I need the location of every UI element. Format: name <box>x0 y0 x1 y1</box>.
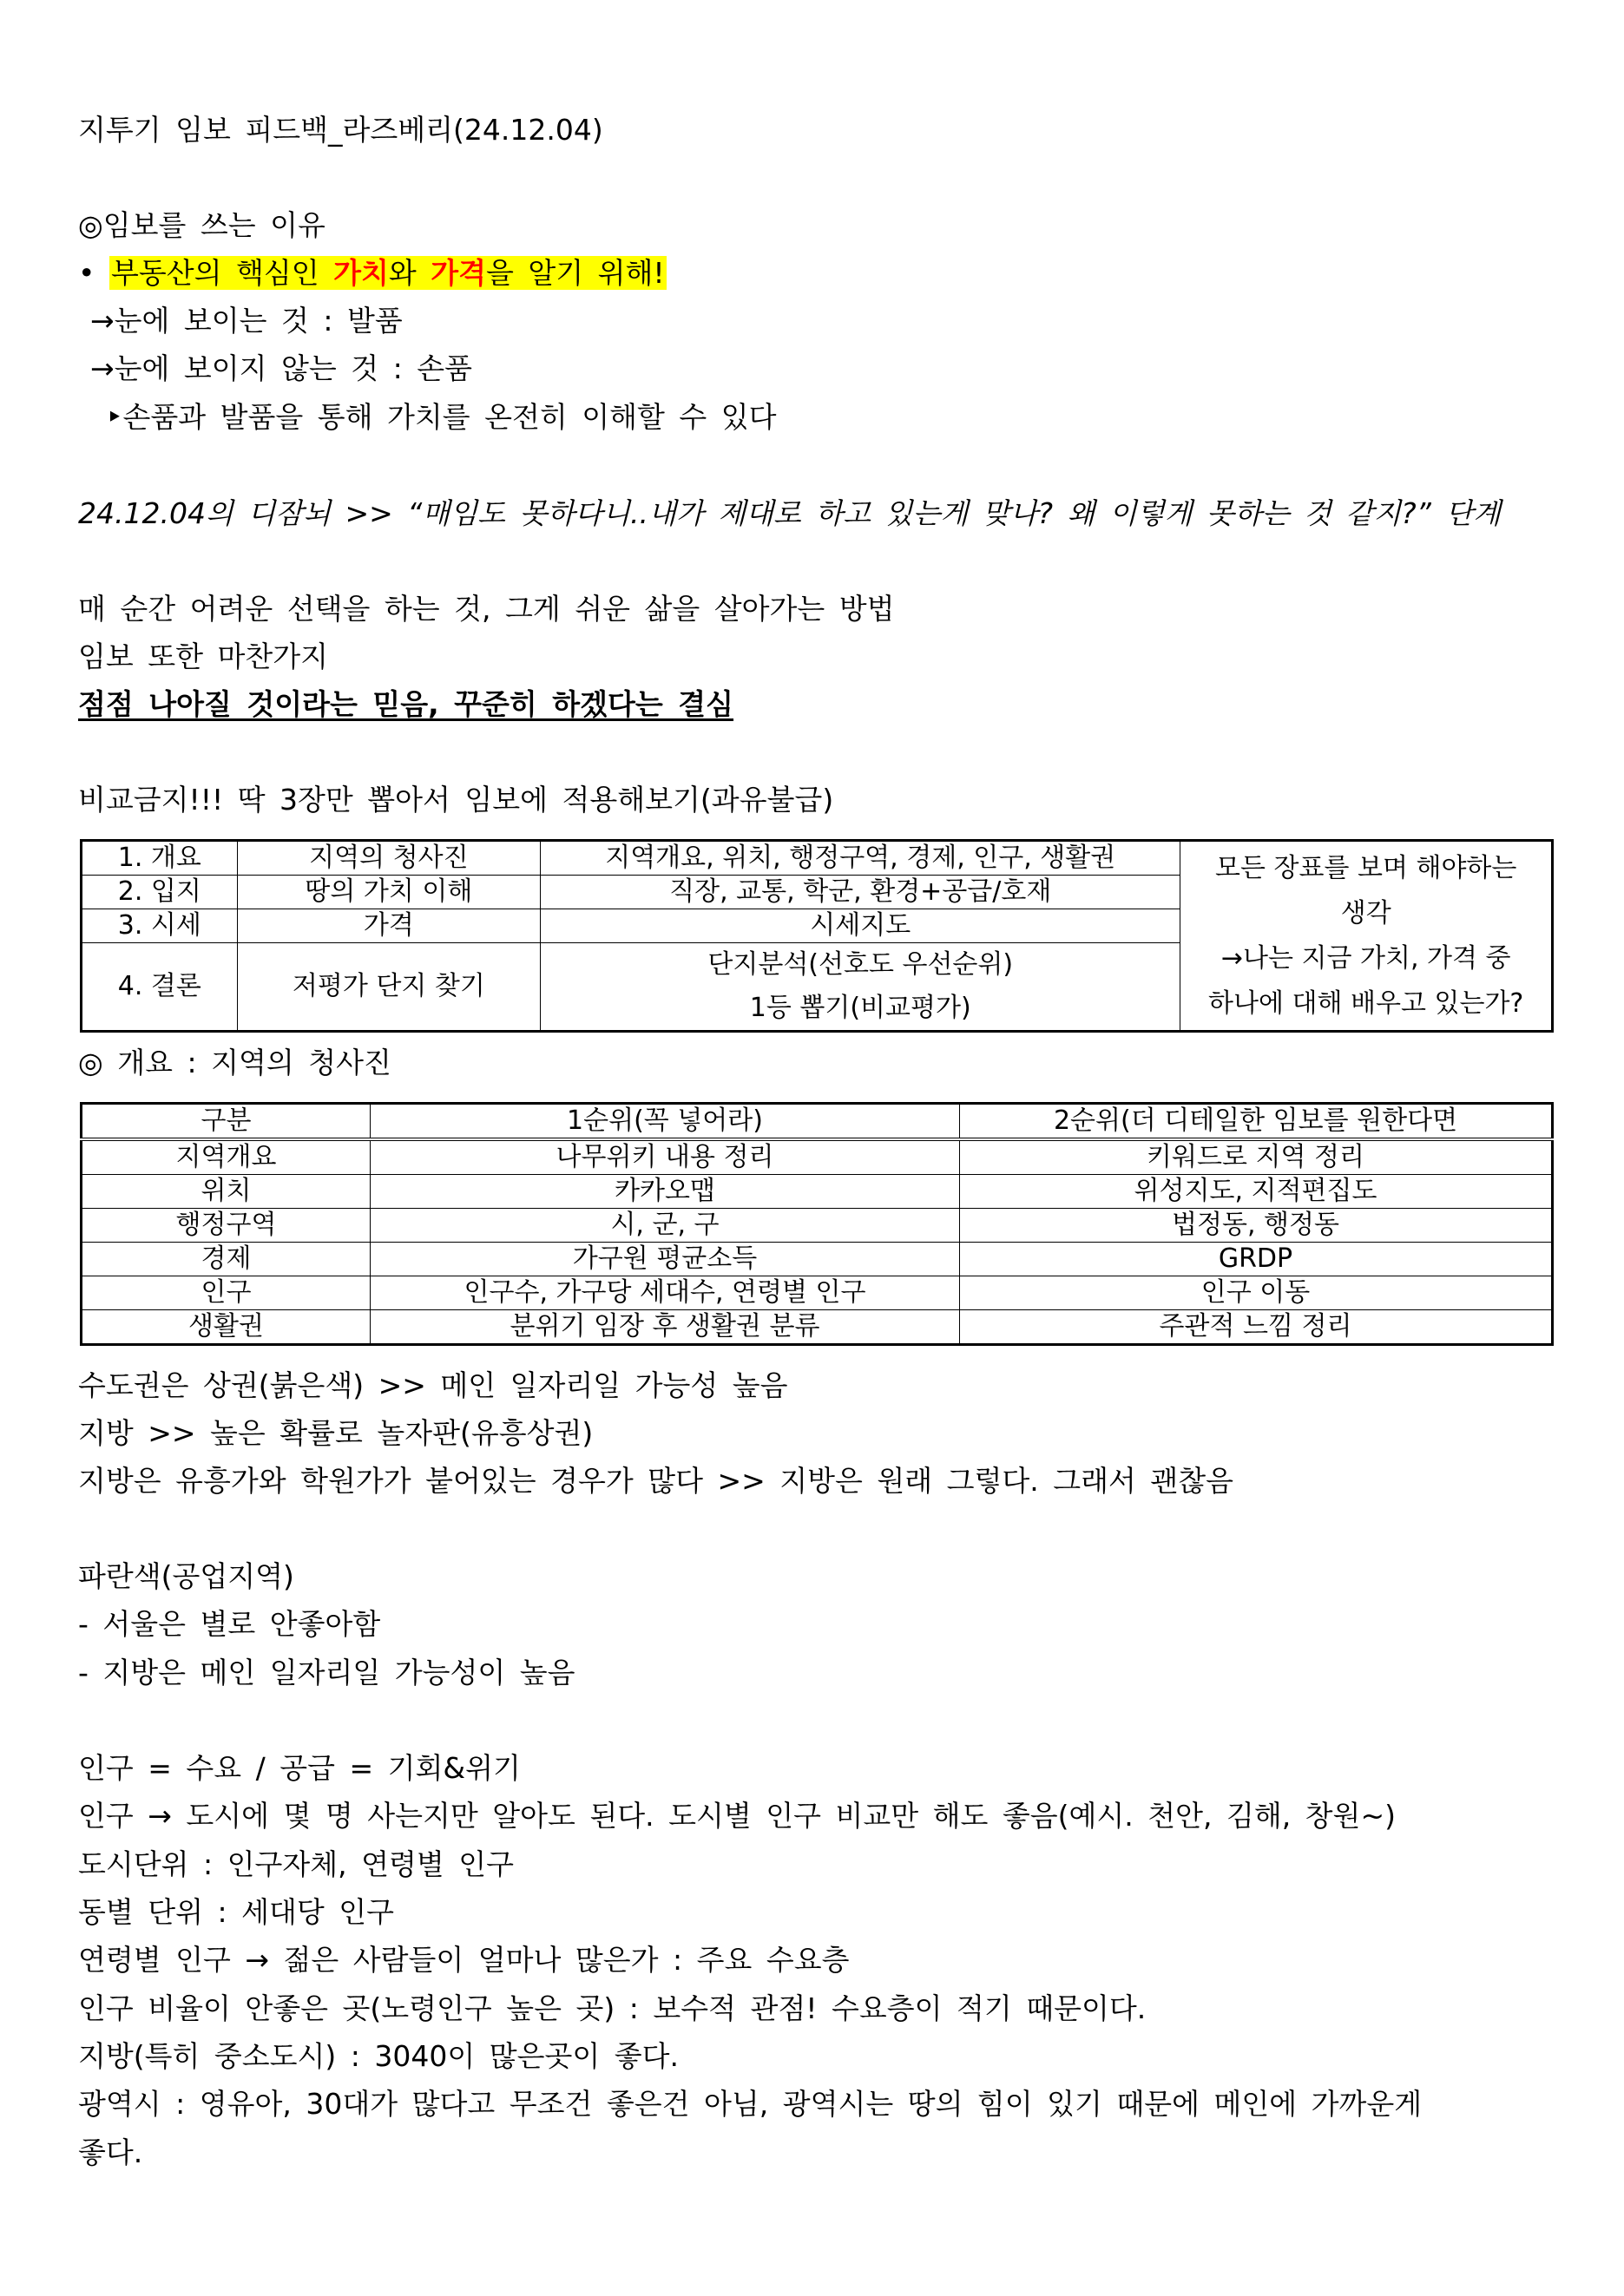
table-cell: 지역개요, 위치, 행정구역, 경제, 인구, 생활권 <box>541 841 1180 876</box>
paragraph-line-3-emphasis <box>78 686 733 724</box>
table-cell: 카카오맵 <box>371 1175 960 1209</box>
table-cell: 지역의 청사진 <box>237 841 540 876</box>
table-header-row <box>82 1104 1553 1140</box>
note-line: 수도권은 상권(붉은색) >> 메인 일자리일 가능성 높음 <box>78 1368 788 1402</box>
table-header-cell: 구분 <box>82 1104 371 1140</box>
table-cell: 1. 개요 <box>82 841 238 876</box>
table-cell: 지역개요 <box>82 1139 371 1175</box>
red-word-price: 가격 <box>431 256 487 290</box>
table-cell: 행정구역 <box>82 1209 371 1243</box>
quote-line: 24.12.04의 디잠뇌 >> “매임도 못하다니..내가 제대로 하고 있는게 맞나? 왜 이렇게 못하는 것 같지?” 단계 <box>78 496 1502 530</box>
compare-line: 비교금지!!! 딱 3장만 뽑아서 임보에 적용해보기(과유불급) <box>78 783 834 817</box>
table-cell <box>541 943 1180 1032</box>
table-cell: 4. 결론 <box>82 943 238 1032</box>
document-title: 지투기 임보 피드백_라즈베리(24.12.04) <box>78 113 603 147</box>
table-cell: 법정동, 행정동 <box>960 1209 1553 1243</box>
table-cell: 인구 <box>82 1276 371 1310</box>
table-cell: 3. 시세 <box>82 909 238 943</box>
note-line: 지방(특히 중소도시) : 3040이 많은곳이 좋다. <box>78 2039 679 2073</box>
bullet-highlight-line <box>78 254 667 292</box>
note-line: 도시단위 : 인구자체, 연령별 인구 <box>78 1847 514 1881</box>
table-header-cell: 2순위(더 디테일한 임보를 원한다면 <box>960 1104 1553 1140</box>
note-line: 인구 = 수요 / 공급 = 기회&위기 <box>78 1751 521 1785</box>
report-structure-table <box>80 839 1554 1033</box>
table-cell: 땅의 가치 이해 <box>237 876 540 909</box>
note-line: 좋다. <box>78 2135 143 2169</box>
note-line: 연령별 인구 → 젊은 사람들이 얼마나 많은가 : 주요 수요층 <box>78 1943 850 1977</box>
paragraph-line-2: 임보 또한 마찬가지 <box>78 640 329 673</box>
red-word-value: 가치 <box>333 256 389 290</box>
table-cell: 생활권 <box>82 1310 371 1345</box>
table-cell: 시, 군, 구 <box>371 1209 960 1243</box>
side-note-line: 하나에 대해 배우고 있는가? <box>1208 987 1524 1019</box>
overview-table <box>80 1102 1554 1346</box>
note-line: - 지방은 메인 일자리일 가능성이 높음 <box>78 1656 575 1689</box>
table-row <box>82 1243 1553 1276</box>
side-note-line: →나는 지금 가치, 가격 중 <box>1220 942 1511 974</box>
note-line: 지방은 유흥가와 학원가가 붙어있는 경우가 많다 >> 지방은 원래 그렇다. 그래서 괜찮음 <box>78 1464 1234 1498</box>
table-cell: 나무위키 내용 정리 <box>371 1139 960 1175</box>
note-line: - 서울은 별로 안좋아함 <box>78 1607 381 1641</box>
section-heading-reason: ◎임보를 쓰는 이유 <box>78 208 325 242</box>
highlight-pre: 부동산의 핵심인 <box>110 256 334 290</box>
table-cell: GRDP <box>960 1243 1553 1276</box>
cell-line: 단지분석(선호도 우선순위) <box>707 949 1014 980</box>
note-line: 파란색(공업지역) <box>78 1559 294 1593</box>
paragraph-line-1: 매 순간 어려운 선택을 하는 것, 그게 쉬운 삶을 살아가는 방법 <box>78 592 895 626</box>
table-cell: 가구원 평균소득 <box>371 1243 960 1276</box>
section-heading-overview: ◎ 개요 : 지역의 청사진 <box>78 1046 391 1079</box>
table-header-cell: 1순위(꼭 넣어라) <box>371 1104 960 1140</box>
cell-line: 1등 뽑기(비교평가) <box>749 993 971 1023</box>
table-cell: 주관적 느낌 정리 <box>960 1310 1553 1345</box>
table-cell: 인구수, 가구당 세대수, 연령별 인구 <box>371 1276 960 1310</box>
highlight-mid: 와 <box>388 256 431 290</box>
sub-line-invisible: →눈에 보이지 않는 것 : 손품 <box>90 351 472 385</box>
table-cell: 가격 <box>237 909 540 943</box>
bullet-mark: • <box>78 256 95 290</box>
sub-line-visible: →눈에 보이는 것 : 발품 <box>90 304 403 338</box>
table-cell: 저평가 단지 찾기 <box>237 943 540 1032</box>
note-line: 지방 >> 높은 확률로 놀자판(유흥상권) <box>78 1416 594 1450</box>
highlighted-text <box>109 256 667 290</box>
emphasis-text: 점점 나아질 것이라는 믿음, 꾸준히 하겠다는 결심 <box>78 687 734 721</box>
table-row <box>82 1310 1553 1345</box>
note-line: 인구 비율이 안좋은 곳(노령인구 높은 곳) : 보수적 관점! 수요층이 적기 때문이다. <box>78 1991 1147 2025</box>
highlight-post: 을 알기 위해! <box>486 256 665 290</box>
table-cell: 시세지도 <box>541 909 1180 943</box>
note-line: 인구 → 도시에 몇 명 사는지만 알아도 된다. 도시별 인구 비교만 해도 좋음(예시. 천안, 김해, 창원~) <box>78 1799 1396 1833</box>
table-cell: 경제 <box>82 1243 371 1276</box>
side-note-line: 생각 <box>1340 897 1391 928</box>
table-cell: 분위기 임장 후 생활권 분류 <box>371 1310 960 1345</box>
side-note-line: 모든 장표를 보며 해야하는 <box>1215 852 1517 883</box>
side-note-cell <box>1180 841 1553 1032</box>
table-row <box>82 1175 1553 1209</box>
table-cell: 직장, 교통, 학군, 환경+공급/호재 <box>541 876 1180 909</box>
table-cell: 키워드로 지역 정리 <box>960 1139 1553 1175</box>
table-row <box>82 1139 1553 1175</box>
table-cell: 위성지도, 지적편집도 <box>960 1175 1553 1209</box>
table-cell: 2. 입지 <box>82 876 238 909</box>
table-cell: 위치 <box>82 1175 371 1209</box>
table-row <box>82 1209 1553 1243</box>
note-line: 광역시 : 영유아, 30대가 많다고 무조건 좋은건 아님, 광역시는 땅의 힘이 있기 때문에 메인에 가까운게 <box>78 2087 1423 2121</box>
table-row <box>82 841 1553 876</box>
sub-line-understand: ‣손품과 발품을 통해 가치를 온전히 이해할 수 있다 <box>106 400 777 434</box>
table-cell: 인구 이동 <box>960 1276 1553 1310</box>
note-line: 동별 단위 : 세대당 인구 <box>78 1895 394 1929</box>
table-row <box>82 1276 1553 1310</box>
